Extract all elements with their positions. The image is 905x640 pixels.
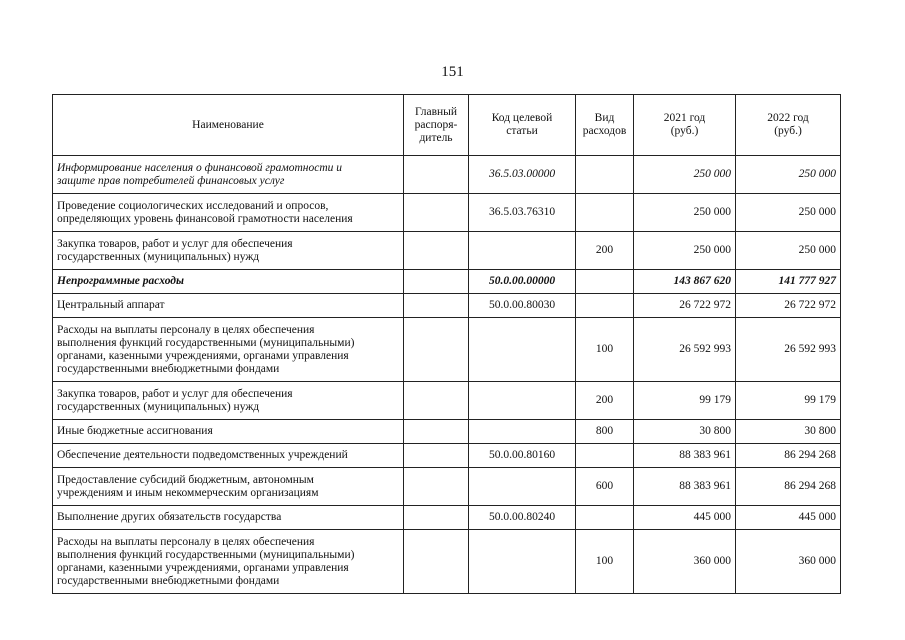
- header-type: [576, 95, 634, 156]
- cell-code: [469, 382, 576, 420]
- cell-code: 36.5.03.00000: [469, 156, 576, 194]
- cell-type: 200: [576, 232, 634, 270]
- cell-2021: 250 000: [634, 156, 736, 194]
- header-code-line: статьи: [506, 125, 538, 137]
- cell-2021: 250 000: [634, 194, 736, 232]
- cell-name-line: Непрограммные расходы: [57, 275, 184, 287]
- header-name: [53, 95, 404, 156]
- cell-name: [53, 420, 404, 444]
- cell-type: 600: [576, 468, 634, 506]
- cell-name-line: Центральный аппарат: [57, 299, 165, 311]
- cell-code: 50.0.00.80160: [469, 444, 576, 468]
- cell-name-line: Обеспечение деятельности подведомственных учреждений: [57, 449, 348, 461]
- cell-type: [576, 444, 634, 468]
- cell-chief: [404, 294, 469, 318]
- table-row: [53, 232, 841, 270]
- cell-chief: [404, 318, 469, 382]
- cell-name: [53, 194, 404, 232]
- header-2021: [634, 95, 736, 156]
- cell-name-line: Иные бюджетные ассигнования: [57, 425, 213, 437]
- cell-2022: 141 777 927: [736, 270, 841, 294]
- cell-code: [469, 530, 576, 594]
- cell-2021: 99 179: [634, 382, 736, 420]
- cell-name-line: государственных (муниципальных) нужд: [57, 400, 260, 413]
- table-header: [53, 95, 841, 156]
- cell-name-line: Предоставление субсидий бюджетным, автономным: [57, 473, 314, 486]
- cell-name-line: Закупка товаров, работ и услуг для обеспечения: [57, 387, 293, 400]
- cell-2022: 250 000: [736, 194, 841, 232]
- cell-2022: 26 722 972: [736, 294, 841, 318]
- table-row: [53, 444, 841, 468]
- table-row: [53, 468, 841, 506]
- cell-chief: [404, 156, 469, 194]
- cell-code: 36.5.03.76310: [469, 194, 576, 232]
- cell-name-line: Закупка товаров, работ и услуг для обеспечения: [57, 237, 293, 250]
- cell-2022: 360 000: [736, 530, 841, 594]
- cell-2021: 30 800: [634, 420, 736, 444]
- header-code: [469, 95, 576, 156]
- cell-name-line: учреждениям и иным некоммерческим организациям: [57, 486, 319, 499]
- cell-code: [469, 232, 576, 270]
- cell-name-line: Проведение социологических исследований и опросов,: [57, 199, 329, 212]
- header-2022-line: 2022 год: [767, 112, 809, 124]
- cell-2022: 250 000: [736, 232, 841, 270]
- header-chief: [404, 95, 469, 156]
- header-2022: [736, 95, 841, 156]
- header-row: [53, 95, 841, 156]
- header-name-text: Наименование: [192, 118, 264, 131]
- cell-type: 100: [576, 318, 634, 382]
- page-number: 151: [441, 64, 464, 80]
- budget-table: [52, 94, 841, 594]
- cell-chief: [404, 194, 469, 232]
- header-type-line: расходов: [582, 125, 627, 137]
- cell-chief: [404, 232, 469, 270]
- table-row: [53, 506, 841, 530]
- cell-2022: 99 179: [736, 382, 841, 420]
- header-chief-line: распоря-: [414, 118, 458, 131]
- cell-2022: 26 592 993: [736, 318, 841, 382]
- header-chief-line: Главный: [414, 105, 458, 118]
- cell-2022: 30 800: [736, 420, 841, 444]
- cell-2022: 86 294 268: [736, 444, 841, 468]
- cell-2022: 445 000: [736, 506, 841, 530]
- header-code-line: Код целевой: [491, 112, 553, 124]
- table-row: [53, 420, 841, 444]
- cell-2021: 88 383 961: [634, 444, 736, 468]
- cell-type: [576, 156, 634, 194]
- table-row: [53, 382, 841, 420]
- table-row: [53, 318, 841, 382]
- cell-chief: [404, 468, 469, 506]
- cell-name: [53, 382, 404, 420]
- cell-name: [53, 318, 404, 382]
- cell-name: [53, 530, 404, 594]
- table-row: [53, 270, 841, 294]
- cell-name-line: государственными внебюджетными фондами: [57, 362, 280, 375]
- cell-2022: 86 294 268: [736, 468, 841, 506]
- table-body: [53, 156, 841, 594]
- cell-name-line: органами, казенными учреждениями, органами управления: [57, 561, 349, 574]
- header-chief-line: дитель: [419, 131, 453, 144]
- cell-chief: [404, 270, 469, 294]
- cell-2021: 88 383 961: [634, 468, 736, 506]
- cell-type: [576, 294, 634, 318]
- table-row: [53, 194, 841, 232]
- cell-type: 800: [576, 420, 634, 444]
- cell-code: 50.0.00.80030: [469, 294, 576, 318]
- cell-type: [576, 506, 634, 530]
- cell-2021: 445 000: [634, 506, 736, 530]
- cell-name-line: определяющих уровень финансовой грамотности населения: [57, 212, 353, 225]
- cell-code: 50.0.00.80240: [469, 506, 576, 530]
- cell-2021: 250 000: [634, 232, 736, 270]
- cell-type: [576, 194, 634, 232]
- cell-name-line: государственными внебюджетными фондами: [57, 574, 280, 587]
- cell-2022: 250 000: [736, 156, 841, 194]
- cell-2021: 360 000: [634, 530, 736, 594]
- cell-code: 50.0.00.00000: [469, 270, 576, 294]
- cell-2021: 26 592 993: [634, 318, 736, 382]
- cell-name: [53, 270, 404, 294]
- cell-name-line: государственных (муниципальных) нужд: [57, 250, 260, 263]
- cell-name-line: Расходы на выплаты персоналу в целях обеспечения: [57, 323, 315, 336]
- cell-name-line: защите прав потребителей финансовых услуг: [57, 174, 285, 187]
- cell-name: [53, 232, 404, 270]
- header-2021-line: 2021 год: [663, 112, 706, 124]
- cell-name-line: выполнения функций государственными (муниципальными): [57, 548, 355, 561]
- cell-code: [469, 420, 576, 444]
- cell-name-line: Информирование населения о финансовой грамотности и: [57, 161, 343, 174]
- table-row: [53, 156, 841, 194]
- cell-name-line: Выполнение других обязательств государства: [57, 511, 282, 523]
- cell-name: [53, 468, 404, 506]
- cell-2021: 143 867 620: [634, 270, 736, 294]
- table-row: [53, 294, 841, 318]
- cell-chief: [404, 420, 469, 444]
- cell-code: [469, 468, 576, 506]
- cell-name-line: органами, казенными учреждениями, органами управления: [57, 349, 349, 362]
- cell-2021: 26 722 972: [634, 294, 736, 318]
- header-2022-line: (руб.): [774, 125, 802, 137]
- cell-type: 200: [576, 382, 634, 420]
- cell-name-line: выполнения функций государственными (муниципальными): [57, 336, 355, 349]
- cell-chief: [404, 530, 469, 594]
- cell-type: 100: [576, 530, 634, 594]
- cell-chief: [404, 444, 469, 468]
- header-2021-line: (руб.): [670, 125, 699, 137]
- cell-type: [576, 270, 634, 294]
- table-row: [53, 530, 841, 594]
- cell-name: [53, 444, 404, 468]
- cell-name: [53, 156, 404, 194]
- cell-name: [53, 294, 404, 318]
- header-type-line: Вид: [594, 112, 615, 124]
- cell-chief: [404, 506, 469, 530]
- cell-name-line: Расходы на выплаты персоналу в целях обеспечения: [57, 535, 315, 548]
- cell-name: [53, 506, 404, 530]
- cell-code: [469, 318, 576, 382]
- cell-chief: [404, 382, 469, 420]
